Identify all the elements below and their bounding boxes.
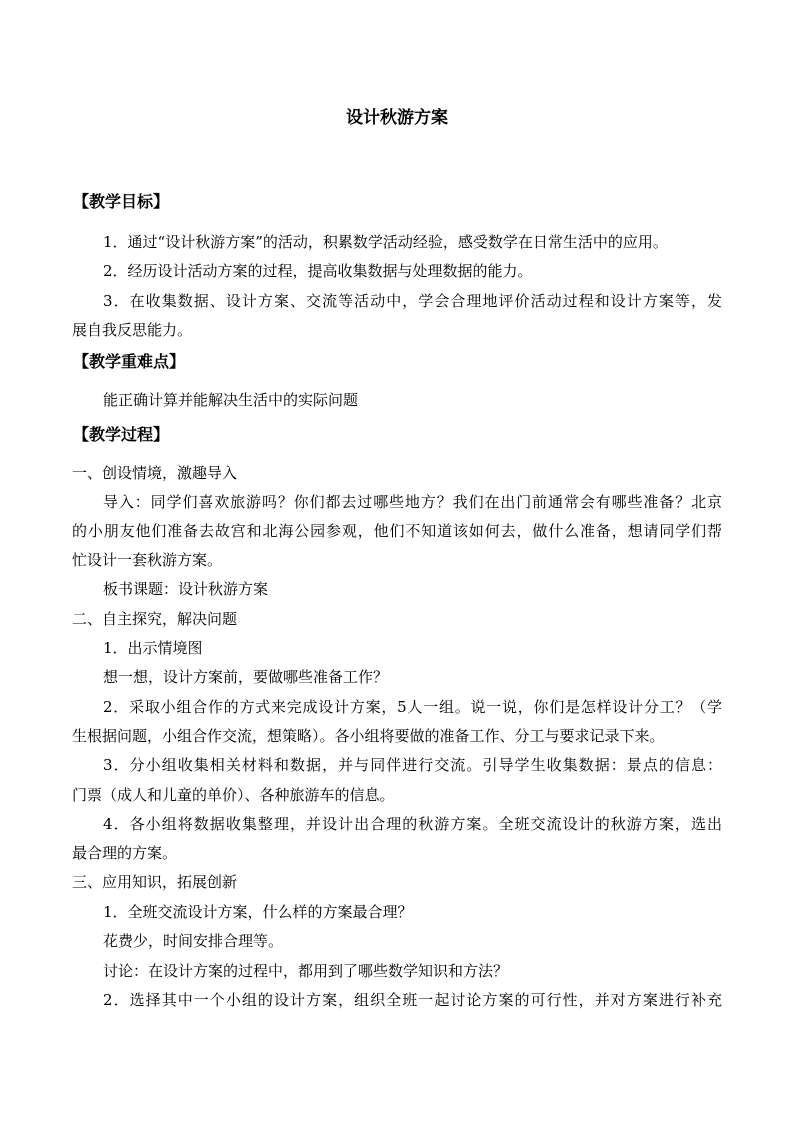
paragraph-line: 生根据问题，小组合作交流，想策略）。各小组将要做的准备工作、分工与要求记录下来。 [72, 727, 665, 745]
paragraph-line: 的小朋友他们准备去故宫和北海公园参观，他们不知道该如何去，做什么准备，想请同学们帮 [72, 522, 722, 540]
paragraph-line: 导入：同学们喜欢旅游吗？你们都去过哪些地方？我们在出门前通常会有哪些准备？北京 [103, 493, 722, 511]
paragraph-line: 3．在收集数据、设计方案、交流等活动中，学会合理地评价活动过程和设计方案等，发 [103, 292, 722, 310]
paragraph-line: 3．分小组收集相关材料和数据，并与同伴进行交流。引导学生收集数据：景点的信息： [103, 756, 722, 774]
paragraph-line: 想一想，设计方案前，要做哪些准备工作？ [103, 668, 389, 686]
subsection-heading: 一、创设情境，激趣导入 [72, 464, 238, 482]
paragraph-line: 展自我反思能力。 [72, 321, 193, 339]
section-heading-process: 【教学过程】 [73, 425, 170, 444]
subsection-heading: 二、自主探究，解决问题 [72, 610, 238, 628]
paragraph-line: 1．出示情境图 [103, 639, 203, 657]
paragraph-line: 4．各小组将数据收集整理，并设计出合理的秋游方案。全班交流设计的秋游方案，选出 [103, 815, 722, 833]
paragraph-line: 2．采取小组合作的方式来完成设计方案，5人一组。说一说，你们是怎样设计分工？（学 [103, 698, 722, 716]
section-heading-objectives: 【教学目标】 [73, 192, 170, 211]
paragraph-line: 1．全班交流设计方案，什么样的方案最合理？ [103, 903, 413, 921]
paragraph-line: 门票（成人和儿童的单价）、各种旅游车的信息。 [72, 786, 395, 804]
paragraph-line: 2．经历设计活动方案的过程，提高收集数据与处理数据的能力。 [103, 262, 533, 280]
paragraph-line: 1．通过“设计秋游方案”的活动，积累数学活动经验，感受数学在日常生活中的应用。 [103, 233, 668, 251]
paragraph-line: 2．选择其中一个小组的设计方案，组织全班一起讨论方案的可行性，并对方案进行补充 [103, 991, 722, 1009]
document-title: 设计秋游方案 [346, 108, 448, 128]
paragraph-line: 讨论：在设计方案的过程中，都用到了哪些数学知识和方法？ [103, 962, 509, 980]
paragraph-line: 花费少，时间安排合理等。 [103, 932, 284, 950]
section-heading-key-points: 【教学重难点】 [73, 352, 186, 371]
paragraph-line: 最合理的方案。 [72, 844, 178, 862]
paragraph-line: 能正确计算并能解决生活中的实际问题 [103, 391, 359, 409]
paragraph-line: 忙设计一套秋游方案。 [72, 551, 223, 569]
subsection-heading: 三、应用知识，拓展创新 [72, 873, 238, 891]
paragraph-line: 板书课题：设计秋游方案 [103, 580, 269, 598]
